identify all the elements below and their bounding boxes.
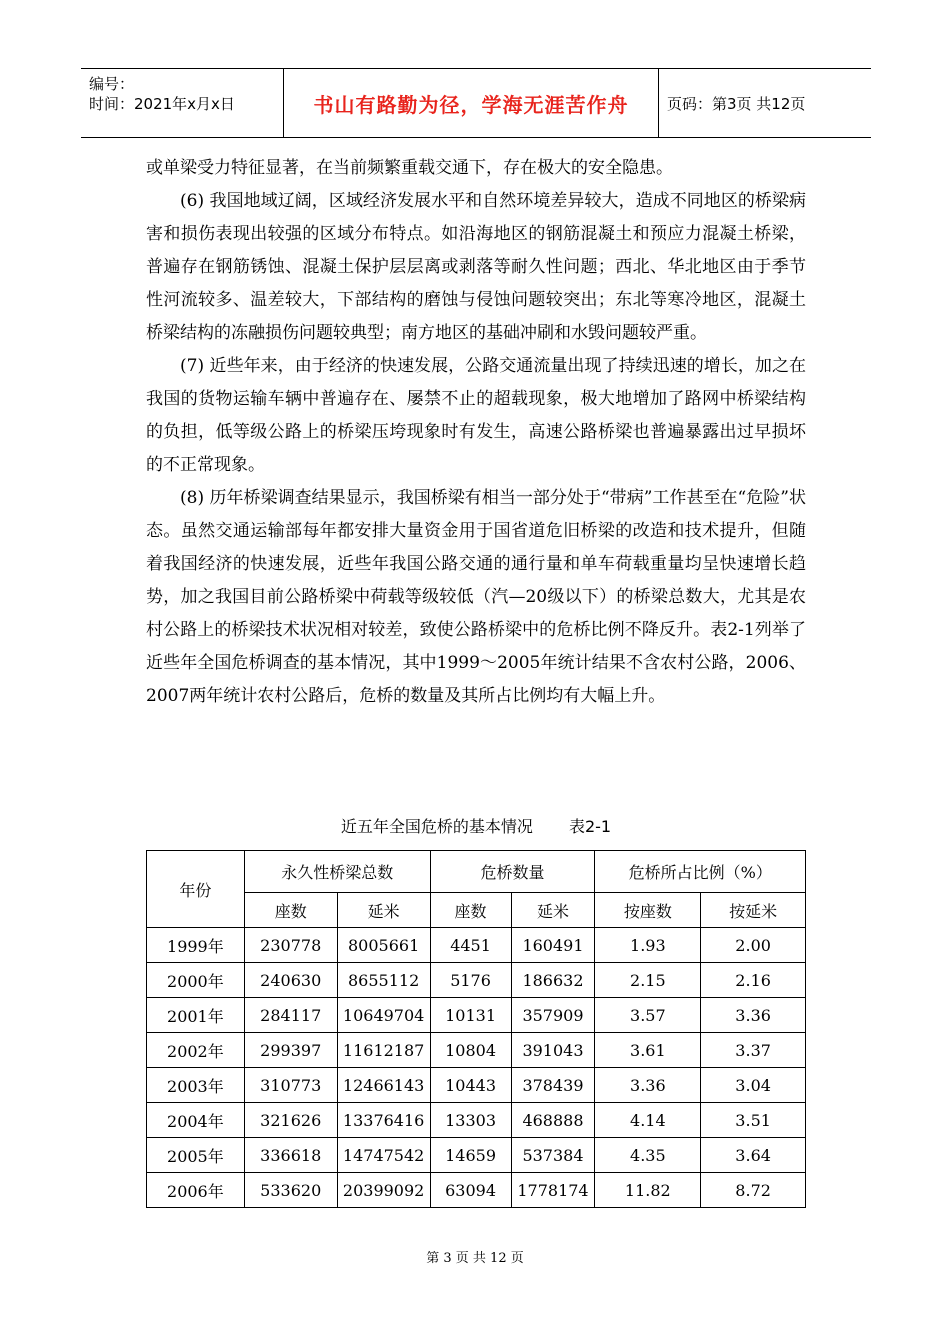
paragraph-6: (6) 我国地域辽阔，区域经济发展水平和自然环境差异较大，造成不同地区的桥梁病害和损伤表现出较强的区域分布特点。如沿海地区的钢筋混凝土和预应力混凝土桥梁，普遍存在钢筋锈蚀、混凝土保护层层离或剥落等耐久性问题；西北、华北地区由于季节性河流较多、温差较大，下部结构的磨蚀与侵蚀问题较突出；东北等寒冷地区，混凝土桥梁结构的冻融损伤问题较典型；南方地区的基础冲刷和水毁问题较严重。 <box>146 191 806 343</box>
header-time-label: 时间：2021年x月x日 <box>89 95 235 113</box>
subheader-ratio-length: 按延米 <box>701 893 806 928</box>
table-row <box>147 1103 806 1138</box>
subheader-danger-length: 延米 <box>511 893 595 928</box>
cell-total-count: 533620 <box>244 1173 337 1208</box>
cell-danger-length: 186632 <box>511 963 595 998</box>
cell-total-length: 8655112 <box>337 963 430 998</box>
body-text <box>146 152 806 713</box>
cell-year: 1999年 <box>147 928 245 963</box>
cell-ratio-length: 2.00 <box>701 928 806 963</box>
cell-year: 2001年 <box>147 998 245 1033</box>
cell-total-length: 12466143 <box>337 1068 430 1103</box>
cell-total-count: 284117 <box>244 998 337 1033</box>
cell-danger-count: 10443 <box>430 1068 511 1103</box>
cell-ratio-count: 3.36 <box>595 1068 701 1103</box>
header-meta-cell <box>81 69 284 137</box>
cell-ratio-length: 3.51 <box>701 1103 806 1138</box>
cell-danger-length: 537384 <box>511 1138 595 1173</box>
cell-year: 2006年 <box>147 1173 245 1208</box>
header-total-bridges: 永久性桥梁总数 <box>244 851 430 893</box>
cell-year: 2003年 <box>147 1068 245 1103</box>
cell-ratio-count: 3.61 <box>595 1033 701 1068</box>
header-page-cell <box>659 69 871 137</box>
cell-danger-length: 391043 <box>511 1033 595 1068</box>
paragraph-8: (8) 历年桥梁调查结果显示，我国桥梁有相当一部分处于“带病”工作甚至在“危险”状态。虽然交通运输部每年都安排大量资金用于国省道危旧桥梁的改造和技术提升，但随着我国经济的快速发展，近些年我国公路交通的通行量和单车荷载重量均呈快速增长趋势，加之我国目前公路桥梁中荷载等级较低（汽—20级以下）的桥梁总数大，尤其是农村公路上的桥梁技术状况相对较差，致使公路桥梁中的危桥比例不降反升。表2-1列举了近些年全国危桥调查的基本情况，其中1999～2005年统计结果不含农村公路，2006、2007两年统计农村公路后，危桥的数量及其所占比例均有大幅上升。 <box>146 488 806 706</box>
cell-danger-length: 1778174 <box>511 1173 595 1208</box>
cell-ratio-length: 3.64 <box>701 1138 806 1173</box>
cell-total-length: 11612187 <box>337 1033 430 1068</box>
subheader-total-count: 座数 <box>244 893 337 928</box>
table-row <box>147 1033 806 1068</box>
cell-total-count: 310773 <box>244 1068 337 1103</box>
cell-total-count: 240630 <box>244 963 337 998</box>
header-motto-cell <box>284 69 659 137</box>
table-row <box>147 998 806 1033</box>
cell-total-count: 230778 <box>244 928 337 963</box>
table-caption <box>146 814 806 837</box>
cell-ratio-count: 2.15 <box>595 963 701 998</box>
cell-total-length: 10649704 <box>337 998 430 1033</box>
cell-danger-length: 378439 <box>511 1068 595 1103</box>
cell-ratio-count: 4.35 <box>595 1138 701 1173</box>
cell-danger-count: 13303 <box>430 1103 511 1138</box>
cell-ratio-count: 4.14 <box>595 1103 701 1138</box>
page-footer: 第 3 页 共 12 页 <box>426 1251 524 1266</box>
cell-year: 2002年 <box>147 1033 245 1068</box>
table-row <box>147 1138 806 1173</box>
paragraph-7: (7) 近些年来，由于经济的快速发展，公路交通流量出现了持续迅速的增长，加之在我国的货物运输车辆中普遍存在、屡禁不止的超载现象，极大地增加了路网中桥梁结构的负担，低等级公路上的桥梁压垮现象时有发生，高速公路桥梁也普遍暴露出过早损坏的不正常现象。 <box>146 356 806 475</box>
header-page-label: 页码：第3页 共12页 <box>667 94 806 113</box>
cell-year: 2000年 <box>147 963 245 998</box>
cell-danger-length: 468888 <box>511 1103 595 1138</box>
subheader-danger-count: 座数 <box>430 893 511 928</box>
cell-ratio-length: 3.36 <box>701 998 806 1033</box>
cell-total-length: 13376416 <box>337 1103 430 1138</box>
cell-ratio-count: 1.93 <box>595 928 701 963</box>
header-danger-bridges: 危桥数量 <box>430 851 595 893</box>
table-subheader-row <box>147 893 806 928</box>
cell-danger-length: 160491 <box>511 928 595 963</box>
table-row <box>147 1173 806 1208</box>
cell-ratio-count: 11.82 <box>595 1173 701 1208</box>
cell-danger-length: 357909 <box>511 998 595 1033</box>
cell-danger-count: 4451 <box>430 928 511 963</box>
cell-total-count: 299397 <box>244 1033 337 1068</box>
cell-ratio-length: 8.72 <box>701 1173 806 1208</box>
table-title: 近五年全国危桥的基本情况 <box>340 817 533 836</box>
cell-ratio-count: 3.57 <box>595 998 701 1033</box>
cell-ratio-length: 3.04 <box>701 1068 806 1103</box>
danger-bridge-table <box>146 850 806 1208</box>
header-number-label: 编号： <box>89 75 135 93</box>
table-number: 表2-1 <box>568 817 612 836</box>
cell-danger-count: 5176 <box>430 963 511 998</box>
table-header-row <box>147 851 806 893</box>
subheader-ratio-count: 按座数 <box>595 893 701 928</box>
cell-danger-count: 14659 <box>430 1138 511 1173</box>
cell-year: 2004年 <box>147 1103 245 1138</box>
paragraph-continuation: 或单梁受力特征显著，在当前频繁重载交通下，存在极大的安全隐患。 <box>146 158 673 178</box>
cell-danger-count: 10804 <box>430 1033 511 1068</box>
page-header <box>81 68 871 138</box>
table-row <box>147 928 806 963</box>
cell-total-count: 321626 <box>244 1103 337 1138</box>
cell-total-length: 20399092 <box>337 1173 430 1208</box>
cell-ratio-length: 2.16 <box>701 963 806 998</box>
cell-total-length: 14747542 <box>337 1138 430 1173</box>
cell-danger-count: 10131 <box>430 998 511 1033</box>
cell-total-count: 336618 <box>244 1138 337 1173</box>
subheader-total-length: 延米 <box>337 893 430 928</box>
cell-year: 2005年 <box>147 1138 245 1173</box>
table-row <box>147 1068 806 1103</box>
cell-ratio-length: 3.37 <box>701 1033 806 1068</box>
cell-total-length: 8005661 <box>337 928 430 963</box>
header-danger-ratio: 危桥所占比例（%） <box>595 851 806 893</box>
header-year: 年份 <box>147 851 245 928</box>
header-motto: 书山有路勤为径，学海无涯苦作舟 <box>313 92 629 117</box>
cell-danger-count: 63094 <box>430 1173 511 1208</box>
table-row <box>147 963 806 998</box>
